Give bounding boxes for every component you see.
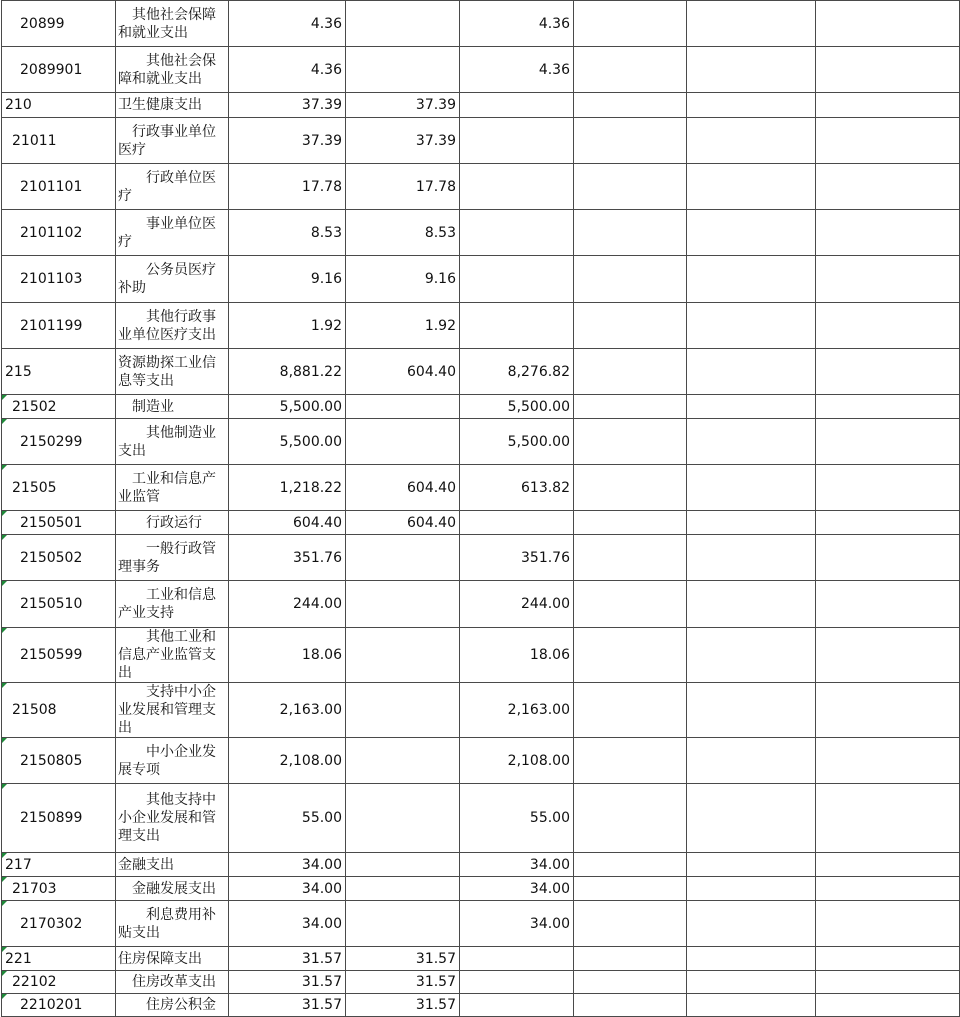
cell-total[interactable]: 5,500.00 [229,419,346,465]
cell-total[interactable]: 2,163.00 [229,683,346,738]
cell-name[interactable] [116,971,229,994]
cell-project[interactable] [460,947,574,971]
cell-name[interactable] [116,628,229,683]
table-row [2,784,960,853]
cell-total[interactable]: 31.57 [229,947,346,971]
number-as-text-indicator-icon [2,877,7,882]
cell-name[interactable] [116,784,229,853]
cell-total[interactable]: 604.40 [229,511,346,535]
number-as-text-indicator-icon [2,419,7,424]
cell-total[interactable]: 2,108.00 [229,738,346,784]
number-as-text-indicator-icon [2,853,7,858]
cell-empty[interactable] [816,901,960,947]
cell-name[interactable] [116,395,229,419]
cell-empty[interactable] [816,628,960,683]
cell-empty[interactable] [816,93,960,118]
cell-empty[interactable] [574,210,687,256]
table-row [2,118,960,164]
table-row [2,947,960,971]
table-row [2,683,960,738]
cell-project[interactable]: 5,500.00 [460,395,574,419]
cell-total[interactable]: 244.00 [229,581,346,628]
cell-code[interactable]: 21502 [2,395,116,419]
cell-name-text: 卫生健康支出 [118,97,202,113]
number-as-text-indicator-icon [2,947,7,952]
cell-empty[interactable] [816,535,960,581]
cell-name[interactable] [116,465,229,511]
cell-name[interactable] [116,419,229,465]
cell-empty[interactable] [574,164,687,210]
cell-total[interactable]: 34.00 [229,901,346,947]
cell-name[interactable] [116,947,229,971]
cell-empty[interactable] [574,47,687,93]
number-as-text-indicator-icon [2,511,7,516]
cell-basic[interactable]: 604.40 [346,465,460,511]
table-row [2,511,960,535]
cell-code[interactable]: 21505 [2,465,116,511]
cell-empty[interactable] [687,994,816,1017]
table-body [2,1,960,1017]
cell-empty[interactable] [816,419,960,465]
cell-code[interactable]: 210 [2,93,116,118]
table-row [2,47,960,93]
cell-code[interactable]: 215 [2,349,116,395]
cell-project[interactable]: 4.36 [460,1,574,47]
cell-name-text: 公务员医疗补助 [118,262,216,296]
cell-code[interactable]: 21011 [2,118,116,164]
cell-project[interactable]: 5,500.00 [460,419,574,465]
table-row [2,628,960,683]
cell-empty[interactable] [816,738,960,784]
cell-name-text: 其他社会保障和就业支出 [118,6,216,41]
number-as-text-indicator-icon [2,738,7,743]
cell-code[interactable]: 2150510 [2,581,116,628]
cell-code[interactable]: 2101102 [2,210,116,256]
cell-empty[interactable] [574,738,687,784]
cell-code[interactable]: 2170302 [2,901,116,947]
cell-total[interactable]: 18.06 [229,628,346,683]
cell-name-text: 其他制造业支出 [118,424,216,459]
cell-empty[interactable] [816,581,960,628]
cell-basic[interactable] [346,877,460,901]
cell-total[interactable]: 31.57 [229,994,346,1017]
cell-total[interactable]: 55.00 [229,784,346,853]
cell-total[interactable]: 4.36 [229,1,346,47]
cell-total[interactable]: 4.36 [229,47,346,93]
cell-name-text: 行政运行 [146,514,202,531]
cell-total[interactable]: 8.53 [229,210,346,256]
cell-empty[interactable] [687,535,816,581]
cell-name[interactable] [116,47,229,93]
cell-project[interactable] [460,118,574,164]
cell-empty[interactable] [687,738,816,784]
cell-empty[interactable] [816,118,960,164]
cell-total[interactable]: 31.57 [229,971,346,994]
cell-empty[interactable] [687,303,816,349]
cell-name[interactable] [116,349,229,395]
cell-project[interactable] [460,303,574,349]
cell-project[interactable]: 2,163.00 [460,683,574,738]
cell-basic[interactable]: 1.92 [346,303,460,349]
cell-empty[interactable] [574,784,687,853]
cell-name[interactable] [116,93,229,118]
table-row [2,738,960,784]
cell-project[interactable]: 55.00 [460,784,574,853]
cell-empty[interactable] [574,853,687,877]
cell-basic[interactable] [346,395,460,419]
cell-name-text: 工业和信息产业监管 [118,470,216,505]
cell-name-text: 支持中小企业发展和管理支出 [118,684,216,736]
cell-empty[interactable] [574,628,687,683]
cell-basic[interactable]: 9.16 [346,256,460,303]
cell-code[interactable]: 2089901 [2,47,116,93]
cell-code[interactable]: 2150599 [2,628,116,683]
cell-name[interactable] [116,164,229,210]
cell-empty[interactable] [574,303,687,349]
cell-empty[interactable] [687,853,816,877]
cell-basic[interactable] [346,628,460,683]
cell-name[interactable] [116,511,229,535]
cell-basic[interactable] [346,1,460,47]
cell-project[interactable] [460,256,574,303]
number-as-text-indicator-icon [2,784,7,789]
cell-empty[interactable] [574,349,687,395]
cell-empty[interactable] [816,465,960,511]
cell-total[interactable]: 34.00 [229,853,346,877]
cell-empty[interactable] [687,93,816,118]
cell-basic[interactable]: 37.39 [346,93,460,118]
cell-empty[interactable] [816,210,960,256]
cell-empty[interactable] [574,419,687,465]
cell-name[interactable] [116,581,229,628]
cell-project[interactable] [460,210,574,256]
table-row [2,349,960,395]
cell-total[interactable]: 8,881.22 [229,349,346,395]
cell-empty[interactable] [574,395,687,419]
cell-code[interactable]: 2150805 [2,738,116,784]
cell-basic[interactable] [346,535,460,581]
cell-empty[interactable] [574,947,687,971]
cell-empty[interactable] [574,581,687,628]
cell-empty[interactable] [816,971,960,994]
cell-empty[interactable] [816,303,960,349]
table-row [2,210,960,256]
cell-empty[interactable] [687,628,816,683]
cell-code[interactable]: 21703 [2,877,116,901]
cell-empty[interactable] [687,1,816,47]
cell-empty[interactable] [816,164,960,210]
cell-basic[interactable] [346,853,460,877]
table-row [2,535,960,581]
cell-empty[interactable] [816,784,960,853]
table-row [2,419,960,465]
cell-empty[interactable] [687,784,816,853]
cell-empty[interactable] [574,465,687,511]
cell-name[interactable] [116,877,229,901]
budget-table [1,0,960,1017]
cell-code[interactable]: 2150501 [2,511,116,535]
cell-empty[interactable] [574,93,687,118]
cell-name[interactable] [116,901,229,947]
number-as-text-indicator-icon [2,628,7,633]
table-row [2,901,960,947]
cell-code[interactable]: 2101199 [2,303,116,349]
table-row [2,994,960,1017]
cell-name[interactable] [116,303,229,349]
cell-name[interactable] [116,683,229,738]
cell-project[interactable] [460,93,574,118]
cell-name[interactable] [116,994,229,1017]
table-row [2,303,960,349]
cell-empty[interactable] [574,994,687,1017]
cell-basic[interactable]: 17.78 [346,164,460,210]
cell-empty[interactable] [687,971,816,994]
cell-name[interactable] [116,535,229,581]
cell-basic[interactable]: 31.57 [346,994,460,1017]
number-as-text-indicator-icon [2,535,7,540]
cell-empty[interactable] [574,511,687,535]
cell-name[interactable] [116,738,229,784]
cell-project[interactable]: 34.00 [460,877,574,901]
table-row [2,395,960,419]
cell-empty[interactable] [687,877,816,901]
cell-project[interactable] [460,164,574,210]
cell-empty[interactable] [574,256,687,303]
cell-name-text: 一般行政管理事务 [118,540,216,575]
cell-basic[interactable]: 604.40 [346,511,460,535]
cell-name-text: 其他工业和信息产业监管支出 [118,629,216,681]
cell-empty[interactable] [687,511,816,535]
cell-total[interactable]: 17.78 [229,164,346,210]
cell-code[interactable]: 2210201 [2,994,116,1017]
cell-code[interactable]: 22102 [2,971,116,994]
cell-code[interactable]: 2150899 [2,784,116,853]
cell-basic[interactable] [346,738,460,784]
cell-name-text: 制造业 [132,398,174,415]
cell-basic[interactable] [346,47,460,93]
cell-name-text: 行政事业单位医疗 [118,123,216,158]
table-row [2,465,960,511]
cell-empty[interactable] [687,47,816,93]
cell-empty[interactable] [687,395,816,419]
cell-project[interactable]: 2,108.00 [460,738,574,784]
cell-empty[interactable] [816,994,960,1017]
cell-basic[interactable] [346,419,460,465]
cell-code[interactable]: 221 [2,947,116,971]
cell-total[interactable]: 5,500.00 [229,395,346,419]
cell-basic[interactable]: 604.40 [346,349,460,395]
cell-name[interactable] [116,1,229,47]
number-as-text-indicator-icon [2,901,7,906]
cell-basic[interactable]: 37.39 [346,118,460,164]
cell-total[interactable]: 37.39 [229,93,346,118]
cell-empty[interactable] [574,535,687,581]
cell-name-text: 金融发展支出 [132,880,216,897]
cell-basic[interactable] [346,581,460,628]
table-row [2,971,960,994]
cell-empty[interactable] [816,853,960,877]
cell-project[interactable]: 18.06 [460,628,574,683]
cell-empty[interactable] [574,901,687,947]
cell-name-text: 住房改革支出 [132,974,216,990]
cell-project[interactable]: 4.36 [460,47,574,93]
table-row [2,93,960,118]
cell-code[interactable]: 2101103 [2,256,116,303]
cell-empty[interactable] [687,349,816,395]
number-as-text-indicator-icon [2,395,7,400]
cell-name-text: 其他社会保障和就业支出 [118,52,216,87]
cell-name-text: 住房公积金 [146,997,216,1013]
cell-code[interactable]: 2150502 [2,535,116,581]
cell-basic[interactable] [346,784,460,853]
cell-basic[interactable]: 31.57 [346,971,460,994]
cell-empty[interactable] [574,971,687,994]
table-row [2,164,960,210]
cell-empty[interactable] [687,581,816,628]
cell-project[interactable]: 34.00 [460,853,574,877]
cell-empty[interactable] [816,877,960,901]
cell-empty[interactable] [574,1,687,47]
cell-code[interactable]: 217 [2,853,116,877]
number-as-text-indicator-icon [2,581,7,586]
table-row [2,1,960,47]
cell-name-text: 住房保障支出 [118,950,202,967]
table-row [2,853,960,877]
cell-name[interactable] [116,256,229,303]
cell-empty[interactable] [574,683,687,738]
cell-total[interactable]: 1.92 [229,303,346,349]
cell-name[interactable] [116,210,229,256]
cell-total[interactable]: 37.39 [229,118,346,164]
cell-name-text: 利息费用补贴支出 [118,906,216,941]
cell-basic[interactable] [346,901,460,947]
cell-name-text: 事业单位医疗 [118,215,216,250]
cell-empty[interactable] [816,395,960,419]
cell-empty[interactable] [687,683,816,738]
cell-empty[interactable] [687,164,816,210]
cell-empty[interactable] [687,419,816,465]
cell-basic[interactable]: 31.57 [346,947,460,971]
cell-code[interactable]: 2150299 [2,419,116,465]
cell-project[interactable] [460,994,574,1017]
cell-empty[interactable] [816,683,960,738]
cell-empty[interactable] [816,511,960,535]
number-as-text-indicator-icon [2,971,7,976]
cell-project[interactable] [460,971,574,994]
cell-name-text: 行政单位医疗 [118,169,216,204]
cell-total[interactable]: 9.16 [229,256,346,303]
cell-empty[interactable] [816,947,960,971]
cell-empty[interactable] [816,47,960,93]
cell-name-text: 中小企业发展专项 [118,743,216,778]
cell-empty[interactable] [816,349,960,395]
table-row [2,877,960,901]
cell-project[interactable]: 8,276.82 [460,349,574,395]
table-row [2,581,960,628]
cell-empty[interactable] [687,947,816,971]
cell-name-text: 金融支出 [118,856,174,873]
cell-name-text: 其他支持中小企业发展和管理支出 [118,792,216,844]
cell-total[interactable]: 1,218.22 [229,465,346,511]
number-as-text-indicator-icon [2,465,7,470]
cell-empty[interactable] [816,1,960,47]
table-row [2,256,960,303]
cell-project[interactable]: 34.00 [460,901,574,947]
cell-code[interactable]: 21508 [2,683,116,738]
cell-total[interactable]: 351.76 [229,535,346,581]
cell-name-text: 资源勘探工业信息等支出 [118,354,216,389]
cell-empty[interactable] [687,210,816,256]
cell-total[interactable]: 34.00 [229,877,346,901]
cell-name[interactable] [116,853,229,877]
cell-empty[interactable] [687,256,816,303]
cell-empty[interactable] [574,118,687,164]
cell-basic[interactable]: 8.53 [346,210,460,256]
cell-name-text: 其他行政事业单位医疗支出 [118,308,216,343]
cell-project[interactable]: 613.82 [460,465,574,511]
cell-empty[interactable] [574,877,687,901]
cell-project[interactable]: 351.76 [460,535,574,581]
cell-empty[interactable] [687,901,816,947]
cell-code[interactable]: 2101101 [2,164,116,210]
number-as-text-indicator-icon [2,683,7,688]
cell-project[interactable] [460,511,574,535]
cell-project[interactable]: 244.00 [460,581,574,628]
cell-code[interactable]: 20899 [2,1,116,47]
cell-name[interactable] [116,118,229,164]
number-as-text-indicator-icon [2,994,7,999]
cell-empty[interactable] [687,118,816,164]
cell-basic[interactable] [346,683,460,738]
cell-empty[interactable] [816,256,960,303]
cell-empty[interactable] [687,465,816,511]
cell-name-text: 工业和信息产业支持 [118,587,216,621]
